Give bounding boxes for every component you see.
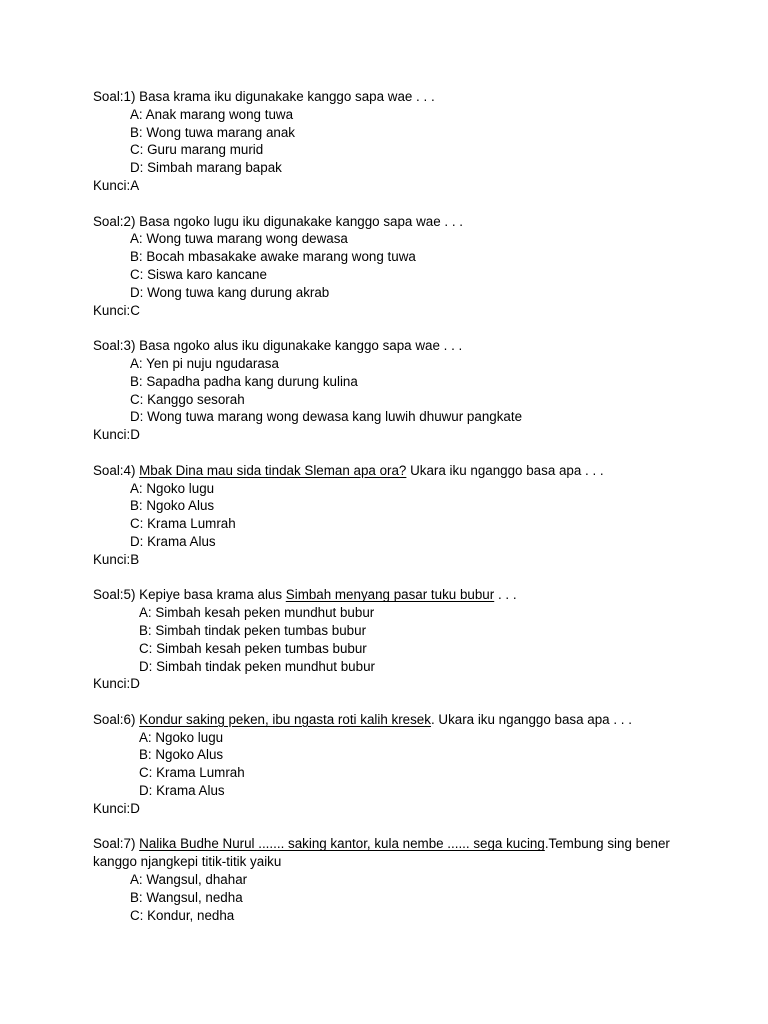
question-suffix: . Ukara iku nganggo basa apa . . . (430, 711, 632, 727)
option-a: A: Yen pi nuju ngudarasa (130, 355, 279, 371)
option-d: D: Wong tuwa kang durung akrab (130, 284, 330, 300)
question-4 (93, 462, 693, 569)
option-a: A: Ngoko lugu (139, 729, 224, 745)
question-prefix: Soal:6) (93, 711, 140, 727)
option-a: A: Wangsul, dhahar (130, 872, 248, 888)
question-text (93, 88, 693, 106)
question-prefix: Soal:1) Basa krama iku digunakake kanggo sapa wae . . . (93, 89, 435, 104)
option-c: C: Guru marang murid (130, 142, 264, 158)
option-c: C: Krama Lumrah (139, 765, 245, 781)
question-text (93, 213, 693, 231)
option-d: D: Krama Alus (130, 533, 216, 549)
option-a: A: Simbah kesah peken mundhut bubur (139, 605, 375, 621)
question-suffix: .Tembung sing bener kanggo njangkepi titik-titik yaiku (93, 836, 670, 870)
question-7 (93, 835, 693, 924)
question-suffix: Ukara iku nganggo basa apa . . . (406, 462, 604, 478)
option-b: B: Bocah mbasakake awake marang wong tuwa (130, 249, 416, 265)
question-text (93, 835, 693, 871)
question-text (93, 462, 693, 480)
option-d: D: Simbah tindak peken mundhut bubur (139, 658, 375, 674)
option-c: C: Kanggo sesorah (130, 391, 245, 407)
question-text (93, 337, 693, 355)
option-b: B: Wangsul, nedha (130, 889, 243, 905)
option-b: B: Ngoko Alus (130, 498, 215, 514)
question-prefix: Soal:4) (93, 462, 140, 478)
answer-key: Kunci:C (93, 302, 140, 318)
question-prefix: Soal:2) Basa ngoko lugu iku digunakake kanggo sapa wae . . . (93, 213, 463, 229)
option-b: B: Simbah tindak peken tumbas bubur (139, 622, 367, 638)
option-c: C: Siswa karo kancane (130, 266, 267, 282)
underlined-sentence: Simbah menyang pasar tuku bubur (285, 587, 495, 603)
option-c: C: Krama Lumrah (130, 516, 236, 532)
question-text (93, 586, 693, 604)
option-c: C: Kondur, nedha (130, 907, 235, 923)
option-b: B: Wong tuwa marang anak (130, 124, 295, 140)
document-page (93, 88, 693, 942)
option-a: A: Anak marang wong tuwa (130, 106, 294, 122)
question-6 (93, 711, 693, 818)
answer-key: Kunci:D (93, 676, 140, 692)
option-b: B: Sapadha padha kang durung kulina (130, 373, 358, 389)
answer-key: Kunci:D (93, 427, 140, 443)
question-3 (93, 337, 693, 444)
question-1 (93, 88, 693, 195)
underlined-sentence: Kondur saking peken, ibu ngasta roti kalih kresek (139, 711, 431, 727)
answer-key: Kunci:A (93, 177, 140, 193)
underlined-sentence: Nalika Budhe Nurul ....... saking kantor, kula nembe ...... sega kucing (139, 836, 545, 852)
question-2 (93, 213, 693, 320)
option-a: A: Wong tuwa marang wong dewasa (130, 231, 348, 247)
answer-key: Kunci:B (93, 551, 140, 567)
option-a: A: Ngoko lugu (130, 480, 215, 496)
question-prefix: Soal:3) Basa ngoko alus iku digunakake kanggo sapa wae . . . (93, 338, 463, 354)
question-suffix: . . . (494, 587, 517, 603)
option-d: D: Krama Alus (139, 783, 225, 799)
question-prefix: Soal:5) Kepiye basa krama alus (93, 587, 286, 603)
option-c: C: Simbah kesah peken tumbas bubur (139, 640, 367, 656)
question-prefix: Soal:7) (93, 836, 140, 852)
option-d: D: Simbah marang bapak (130, 160, 282, 176)
option-b: B: Ngoko Alus (139, 747, 224, 763)
underlined-sentence: Mbak Dina mau sida tindak Sleman apa ora? (139, 462, 407, 478)
question-text (93, 711, 693, 729)
answer-key: Kunci:D (93, 800, 140, 816)
option-d: D: Wong tuwa marang wong dewasa kang luwih dhuwur pangkate (130, 409, 523, 425)
question-5 (93, 586, 693, 693)
